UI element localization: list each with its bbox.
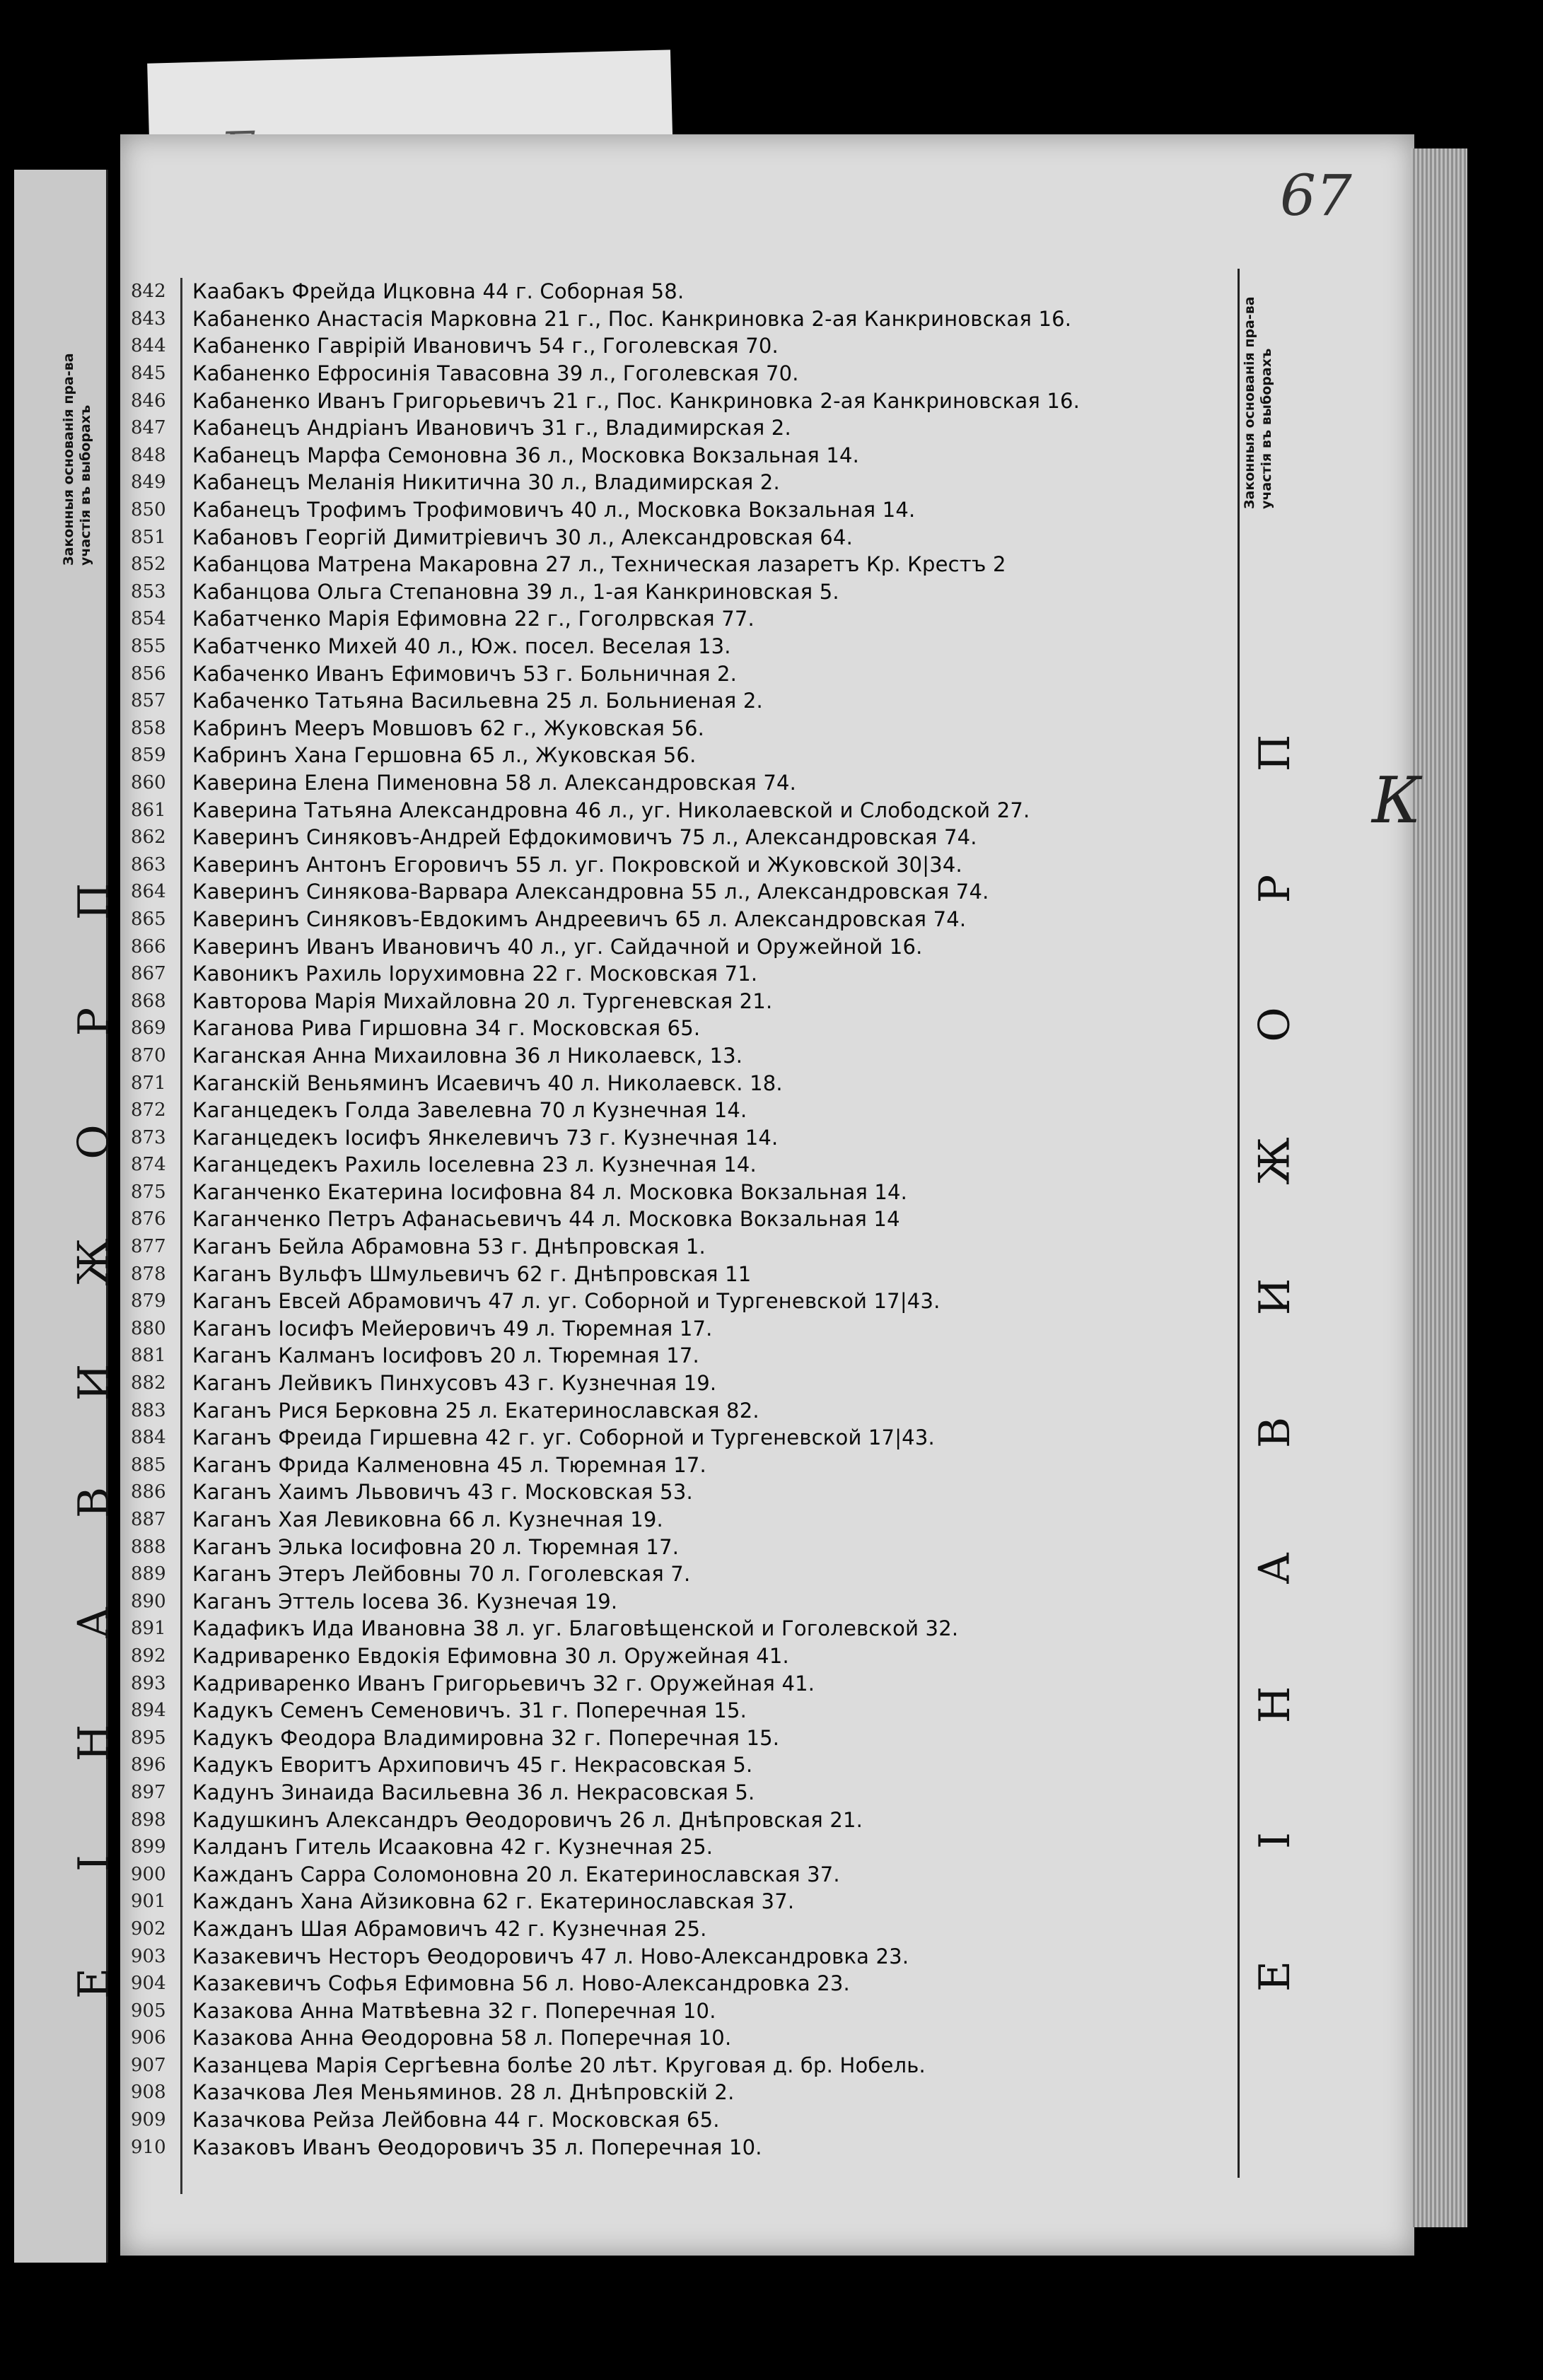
entry-text: Кадукъ Еворитъ Архиповичъ 45 г. Некрасовская 5. [192,1753,753,1778]
entry-text: Казанцева Марія Сергѣевна болѣе 20 лѣт. Круговая д. бр. Нобель. [192,2053,926,2077]
entry-number: 883 [131,1399,166,1421]
list-item [131,605,1241,633]
entry-text: Кабринъ Мееръ Мовшовъ 62 г., Жуковская 56. [192,716,705,740]
entry-text: Каганова Рива Гиршовна 34 г. Московская 65. [192,1016,701,1041]
entry-number: 901 [131,1891,166,1913]
list-item [131,1478,1241,1506]
page-edge [1411,148,1467,2227]
entry-number: 867 [131,963,166,985]
margin-letter: Е [1250,1961,1300,1992]
list-item [131,360,1241,387]
entry-text: Кадриваренко Иванъ Григорьевичъ 32 г. Оружейная 41. [192,1671,815,1696]
entry-number: 851 [131,526,166,548]
entry-text: Каганъ Іосифъ Мейеровичъ 49 л. Тюремная 17. [192,1316,713,1341]
list-item [131,387,1241,414]
entry-number: 900 [131,1863,166,1885]
entry-number: 870 [131,1044,166,1066]
list-item [131,960,1241,988]
entry-text: Каганъ Фрида Калменовна 45 л. Тюремная 17. [192,1452,706,1477]
entry-text: Каганцедекъ Голда Завелевна 70 л Кузнечная 14. [192,1098,747,1123]
entry-number: 884 [131,1427,166,1449]
entry-text: Кадунъ Зинаида Васильевна 36 л. Некрасовская 5. [192,1780,755,1804]
entry-text: Каганъ Элька Іосифовна 20 л. Тюремная 17. [192,1534,680,1559]
list-item [131,1315,1241,1343]
entry-number: 899 [131,1836,166,1858]
margin-letter: И [69,1363,119,1401]
entry-text: Каганъ Калманъ Іосифовъ 20 л. Тюремная 17. [192,1343,699,1368]
entry-number: 842 [131,281,166,303]
margin-letter: Р [1250,875,1300,904]
list-item [131,1724,1241,1751]
list-item [131,442,1241,469]
entry-text: Кажданъ Шая Абрамовичъ 42 г. Кузнечная 25. [192,1916,707,1941]
entry-text: Кабаненко Иванъ Григорьевичъ 21 г., Пос. Канкриновка 2-ая Канкриновская 16. [192,388,1081,413]
list-item [131,824,1241,851]
margin-letter: І [1250,1831,1300,1849]
entry-text: Каверинъ Синяковъ-Андрей Ефдокимовичъ 75 л., Александровская 74. [192,825,977,850]
entry-number: 852 [131,554,166,576]
list-item [131,469,1241,496]
entry-number: 888 [131,1536,166,1558]
entry-number: 866 [131,935,166,957]
margin-letter: Ж [1250,1136,1300,1185]
list-item [131,578,1241,606]
list-item [131,2052,1241,2079]
list-item [131,2079,1241,2106]
entry-text: Каганъ Бейла Абрамовна 53 г. Днѣпровская 1. [192,1235,706,1259]
entry-text: Кабаченко Татьяна Васильевна 25 л. Больниеная 2. [192,689,763,713]
entry-number: 896 [131,1754,166,1776]
list-item [131,1396,1241,1424]
list-item [131,1124,1241,1151]
entry-number: 861 [131,799,166,821]
margin-letter: І [69,1855,119,1872]
entry-text: Каганченко Екатерина Іосифовна 84 л. Московка Вокзальная 14. [192,1179,908,1204]
entry-text: Казачкова Рейза Лейбовна 44 г. Московская 65. [192,2108,720,2133]
entry-number: 889 [131,1563,166,1585]
entry-text: Кабаненко Ефросинія Тавасовна 39 л., Гоголевская 70. [192,361,799,386]
entry-number: 898 [131,1809,166,1831]
entry-number: 847 [131,417,166,439]
entry-text: Кадушкинъ Александръ Ѳеодоровичъ 26 л. Днѣпровская 21. [192,1807,863,1832]
entry-text: Кабанецъ Меланія Никитична 30 л., Владимирская 2. [192,470,780,495]
entry-text: Кажданъ Сарра Соломоновна 20 л. Екатеринославская 37. [192,1862,840,1886]
entry-text: Каверинъ Иванъ Ивановичъ 40 л., уг. Сайдачной и Оружейной 16. [192,934,923,959]
entry-text: Каверинъ Синякова-Варвара Александровна 55 л., Александровская 74. [192,880,989,904]
list-item [131,1288,1241,1315]
entry-text: Кабатченко Михей 40 л., Юж. посел. Веселая 13. [192,634,731,659]
left-margin-label: Законныя основанія пра-ва участія въ выборахъ [61,353,93,566]
list-item [131,878,1241,906]
entry-number: 845 [131,363,166,385]
entry-number: 853 [131,581,166,602]
list-item [131,1533,1241,1561]
margin-letter: П [69,882,119,921]
entry-text: Казакова Анна Ѳеодоровна 58 л. Поперечная 10. [192,2026,732,2051]
entry-text: Калданъ Гитель Исааковна 42 г. Кузнечная 25. [192,1835,714,1860]
list-item [131,1506,1241,1534]
entry-text: Каверинъ Антонъ Егоровичъ 55 л. уг. Покровской и Жуковской 30|34. [192,852,962,877]
list-item [131,715,1241,742]
list-item [131,2024,1241,2052]
entry-text: Казаковъ Иванъ Ѳеодоровичъ 35 л. Поперечная 10. [192,2135,762,2159]
list-item [131,1179,1241,1206]
entry-text: Каганъ Этеръ Лейбовны 70 л. Гоголевская 7. [192,1562,691,1587]
entry-text: Казакевичъ Несторъ Ѳеодоровичъ 47 л. Ново-Александровка 23. [192,1944,909,1968]
entry-text: Кажданъ Хана Айзиковна 62 г. Екатеринославская 37. [192,1889,795,1914]
entry-text: Кабанцова Матрена Макаровна 27 л., Техническая лазаретъ Кр. Крестъ 2 [192,552,1006,577]
list-item [131,1779,1241,1807]
list-item [131,1015,1241,1042]
margin-letter: Ж [69,1238,119,1286]
list-item [131,1206,1241,1233]
entry-number: 872 [131,1099,166,1121]
list-item [131,523,1241,551]
entry-number: 856 [131,663,166,684]
list-item [131,660,1241,687]
entry-number: 865 [131,908,166,930]
entry-number: 905 [131,2000,166,2022]
list-item [131,1860,1241,1888]
list-item [131,1697,1241,1725]
entry-text: Каганъ Хая Левиковна 66 л. Кузнечная 19. [192,1507,663,1532]
entry-number: 844 [131,335,166,357]
entry-number: 864 [131,881,166,903]
list-item [131,796,1241,824]
entry-text: Кавоникъ Рахиль Іорухимовна 22 г. Московская 71. [192,962,758,986]
margin-letter: Н [1250,1686,1300,1723]
list-item [131,1151,1241,1179]
entry-text: Каганъ Лейвикъ Пинхусовъ 43 г. Кузнечная 19. [192,1371,717,1396]
entry-number: 881 [131,1345,166,1367]
entry-text: Кабаченко Иванъ Ефимовичъ 53 г. Больничная 2. [192,661,738,686]
list-item [131,551,1241,578]
list-item [131,332,1241,360]
margin-letter: В [1250,1417,1300,1449]
list-item [131,2106,1241,2134]
resident-listing [131,278,1241,2161]
entry-text: Каганъ Эттель Іосева 36. Кузнечая 19. [192,1589,618,1614]
entry-text: Каганченко Петръ Афанасьевичъ 44 л. Московка Вокзальная 14 [192,1207,900,1232]
entry-number: 890 [131,1590,166,1612]
page-number: 67 [1280,163,1352,228]
entry-number: 855 [131,636,166,658]
margin-letter: А [69,1606,119,1639]
entry-number: 878 [131,1263,166,1285]
entry-text: Каабакъ Фрейда Ицковна 44 г. Соборная 58. [192,279,685,304]
entry-text: Каганъ Хаимъ Львовичъ 43 г. Московская 53. [192,1480,693,1505]
list-item [131,414,1241,442]
list-item [131,1370,1241,1397]
list-item [131,1342,1241,1370]
list-item [131,633,1241,660]
entry-text: Кабанецъ Трофимъ Трофимовичъ 40 л., Московка Вокзальная 14. [192,498,916,523]
entry-text: Каганцедекъ Іосифъ Янкелевичъ 73 г. Кузнечная 14. [192,1125,779,1150]
margin-letter: Е [69,1968,119,1999]
entry-text: Каганская Анна Михаиловна 36 л Николаевск, 13. [192,1043,743,1068]
margin-letter: П [1250,734,1300,772]
entry-number: 885 [131,1454,166,1476]
entry-number: 891 [131,1618,166,1640]
left-margin-letters [69,877,119,2008]
entry-number: 903 [131,1945,166,1967]
entry-text: Каверина Татьяна Александровна 46 л., уг. Николаевской и Слободской 27. [192,798,1030,822]
entry-number: 849 [131,472,166,494]
entry-text: Кавторова Марія Михайловна 20 л. Тургеневская 21. [192,988,773,1013]
list-item [131,1561,1241,1588]
entry-number: 902 [131,1918,166,1939]
entry-number: 874 [131,1154,166,1176]
entry-text: Каганъ Рися Берковна 25 л. Екатеринославская 82. [192,1398,759,1423]
entry-number: 846 [131,390,166,412]
entry-number: 876 [131,1208,166,1230]
entry-number: 869 [131,1017,166,1039]
entry-text: Кабринъ Хана Гершовна 65 л., Жуковская 56. [192,743,697,768]
entry-number: 873 [131,1126,166,1148]
entry-number: 886 [131,1481,166,1503]
entry-number: 863 [131,853,166,875]
list-item [131,1615,1241,1643]
entry-number: 854 [131,608,166,630]
entry-number: 880 [131,1317,166,1339]
list-item [131,2133,1241,2161]
entry-text: Кабаненко Гаврiрій Ивановичъ 54 г., Гоголевская 70. [192,334,779,358]
list-item [131,906,1241,933]
margin-letter: В [69,1486,119,1519]
entry-text: Каганъ Евсей Абрамовичъ 47 л. уг. Соборной и Тургеневской 17|43. [192,1289,941,1314]
entry-number: 862 [131,827,166,848]
list-item [131,496,1241,524]
entry-number: 843 [131,308,166,329]
list-item [131,769,1241,797]
entry-text: Кабанцова Ольга Степановна 39 л., 1-ая Канкриновская 5. [192,579,839,604]
entry-text: Кабанецъ Андріанъ Ивановичъ 31 г., Владимирская 2. [192,416,791,441]
entry-text: Кадриваренко Евдокія Ефимовна 30 л. Оружейная 41. [192,1643,789,1668]
list-item [131,1588,1241,1616]
entry-text: Кадукъ Феодора Владимировна 32 г. Поперечная 15. [192,1725,780,1750]
entry-number: 895 [131,1727,166,1749]
margin-letter: И [1250,1278,1300,1316]
entry-text: Каганцедекъ Рахиль Іоселевна 23 л. Кузнечная 14. [192,1153,757,1177]
entry-text: Каверина Елена Пименовна 58 л. Александровская 74. [192,770,797,795]
entry-text: Кабанецъ Марфа Семоновна 36 л., Московка Вокзальная 14. [192,443,860,467]
entry-text: Кадафикъ Ида Ивановна 38 л. уг. Благовѣщенской и Гоголевской 32. [192,1616,959,1641]
entry-number: 877 [131,1236,166,1258]
entry-number: 897 [131,1781,166,1803]
list-item [131,305,1241,333]
entry-number: 910 [131,2136,166,2158]
entry-number: 859 [131,745,166,766]
margin-letter: Р [69,1007,119,1037]
entry-number: 904 [131,1973,166,1995]
entry-number: 879 [131,1290,166,1312]
list-item [131,687,1241,715]
entry-number: 908 [131,2082,166,2104]
entry-number: 892 [131,1645,166,1667]
entry-number: 857 [131,690,166,712]
list-item [131,1233,1241,1261]
list-item [131,1915,1241,1943]
list-item [131,1751,1241,1779]
handwritten-mark: К [1372,764,1421,838]
entry-number: 858 [131,717,166,739]
entry-number: 894 [131,1700,166,1722]
entry-number: 893 [131,1672,166,1694]
entry-text: Казакова Анна Матвѣевна 32 г. Поперечная 10. [192,1998,716,2023]
entry-number: 868 [131,990,166,1012]
list-item [131,1942,1241,1970]
entry-number: 850 [131,499,166,521]
right-margin-label: Законныя основанія пра-ва участія въ выборахъ [1242,296,1274,509]
entry-number: 882 [131,1372,166,1394]
list-item [131,1069,1241,1097]
right-margin-letters [1250,728,1300,2001]
list-item [131,1452,1241,1479]
entry-number: 848 [131,444,166,466]
margin-letter: Н [69,1724,119,1762]
entry-number: 875 [131,1181,166,1203]
list-item [131,987,1241,1015]
entry-number: 887 [131,1509,166,1531]
list-item [131,851,1241,878]
entry-text: Кабаненко Анастасія Марковна 21 г., Пос. Канкриновка 2-ая Канкриновская 16. [192,306,1072,331]
entry-text: Каганскій Веньяминъ Исаевичъ 40 л. Николаевск. 18. [192,1071,783,1095]
margin-letter: А [1250,1552,1300,1585]
entry-number: 907 [131,2054,166,2076]
list-item [131,1042,1241,1070]
entry-text: Казакевичъ Софья Ефимовна 56 л. Ново-Александровка 23. [192,1971,850,1996]
entry-text: Казачкова Лея Меньяминов. 28 л. Днѣпровскій 2. [192,2080,735,2105]
entry-number: 906 [131,2027,166,2049]
list-item [131,1424,1241,1452]
entry-text: Кабановъ Георгій Димитріевичъ 30 л., Александровская 64. [192,525,853,549]
list-item [131,278,1241,305]
list-item [131,1806,1241,1833]
list-item [131,1970,1241,1997]
list-item [131,1097,1241,1124]
list-item [131,933,1241,960]
margin-letter: О [1250,1007,1300,1043]
entry-number: 909 [131,2109,166,2131]
entry-number: 860 [131,771,166,793]
entry-text: Кабатченко Марія Ефимовна 22 г., Гоголрвская 77. [192,607,755,631]
entry-number: 871 [131,1072,166,1094]
margin-letter: О [69,1124,119,1160]
entry-text: Каганъ Фреида Гиршевна 42 г. уг. Соборной и Тургеневской 17|43. [192,1425,935,1450]
entry-text: Каганъ Вульфъ Шмульевичъ 62 г. Днѣпровская 11 [192,1261,752,1286]
list-item [131,1643,1241,1670]
list-item [131,1997,1241,2024]
list-item [131,1888,1241,1915]
entry-text: Кадукъ Семенъ Семеновичъ. 31 г. Поперечная 15. [192,1698,747,1723]
entry-text: Каверинъ Синяковъ-Евдокимъ Андреевичъ 65 л. Александровская 74. [192,906,967,931]
list-item [131,1833,1241,1861]
list-item [131,742,1241,769]
list-item [131,1260,1241,1288]
list-item [131,1669,1241,1697]
